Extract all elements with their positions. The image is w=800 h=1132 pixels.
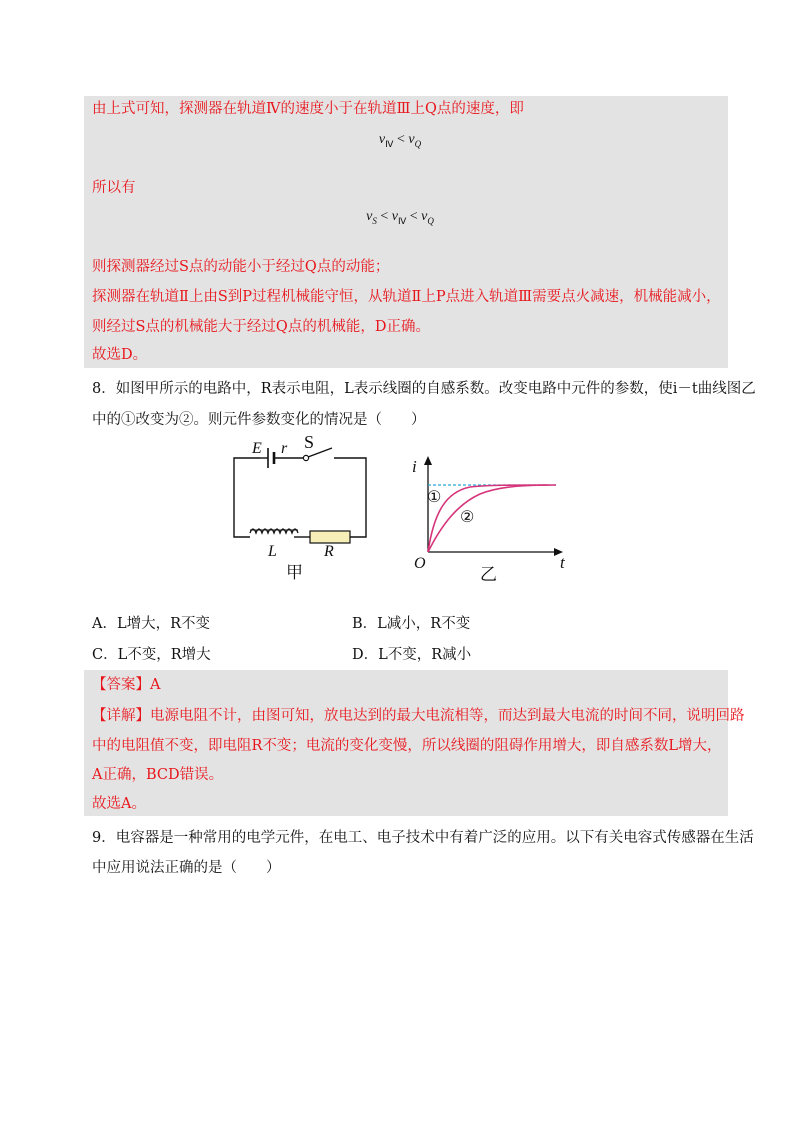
- question9-stem-line2: 中应用说法正确的是（ ）: [92, 860, 281, 876]
- solution-line-3: 则探测器经过S点的动能小于经过Q点的动能；: [92, 259, 390, 275]
- question9-stem-line1: 9．电容器是一种常用的电学元件，在电工、电子技术中有着广泛的应用。以下有关电容式传感器在生活: [92, 830, 754, 846]
- question8-stem-line1: 8．如图甲所示的电路中，R表示电阻，L表示线圈的自感系数。改变电路中元件的参数，使i－t曲线图乙: [92, 381, 756, 397]
- label-E: E: [252, 440, 262, 457]
- option-D[interactable]: D．L不变，R减小: [352, 647, 472, 663]
- answer-line: 【答案】A: [92, 677, 161, 693]
- caption-yi: 乙: [480, 565, 497, 584]
- solution-line-6: 故选D。: [92, 347, 148, 363]
- label-S: S: [304, 434, 315, 452]
- current-time-graph: [408, 452, 578, 590]
- curve-label-1: ①: [427, 489, 442, 506]
- label-O: O: [414, 555, 426, 572]
- detail-line-2: 中的电阻值不变，即电阻R不变；电流的变化变慢，所以线圈的阻碍作用增大，即自感系数L增大，: [92, 738, 722, 754]
- solution-line-5: 则经过S点的机械能大于经过Q点的机械能，D正确。: [92, 319, 430, 335]
- label-i: i: [412, 457, 417, 476]
- option-B[interactable]: B．L减小，R不变: [352, 616, 471, 632]
- curve-label-2: ②: [460, 509, 475, 526]
- detail-line-3: A正确，BCD错误。: [92, 767, 224, 783]
- label-L: L: [268, 543, 277, 560]
- option-A[interactable]: A．L增大，R不变: [92, 616, 211, 632]
- detail-line-4: 故选A。: [92, 796, 146, 812]
- option-C[interactable]: C．L不变，R增大: [92, 647, 211, 663]
- question8-stem-line2: 中的①改变为②。则元件参数变化的情况是（ ）: [92, 412, 426, 428]
- label-R: R: [324, 543, 334, 560]
- solution-line-1: 由上式可知，探测器在轨道Ⅳ的速度小于在轨道Ⅲ上Q点的速度，即: [92, 101, 524, 117]
- circuit-diagram: [228, 434, 378, 584]
- equation-1: $v_Ⅳ < v_Q$: [378, 132, 422, 149]
- caption-jia: 甲: [286, 563, 303, 582]
- solution-line-4: 探测器在轨道Ⅱ上由S到P过程机械能守恒，从轨道Ⅱ上P点进入轨道Ⅲ需要点火减速，机械能减小，: [92, 289, 721, 305]
- equation-2: $v_S < v_Ⅳ < v_Q$: [366, 209, 434, 226]
- solution-line-2: 所以有: [92, 180, 136, 196]
- label-r: r: [281, 440, 288, 457]
- label-t: t: [560, 553, 565, 572]
- detail-line-1: 【详解】电源电阻不计，由图可知，放电达到的最大电流相等，而达到最大电流的时间不同，说明回路: [92, 708, 745, 724]
